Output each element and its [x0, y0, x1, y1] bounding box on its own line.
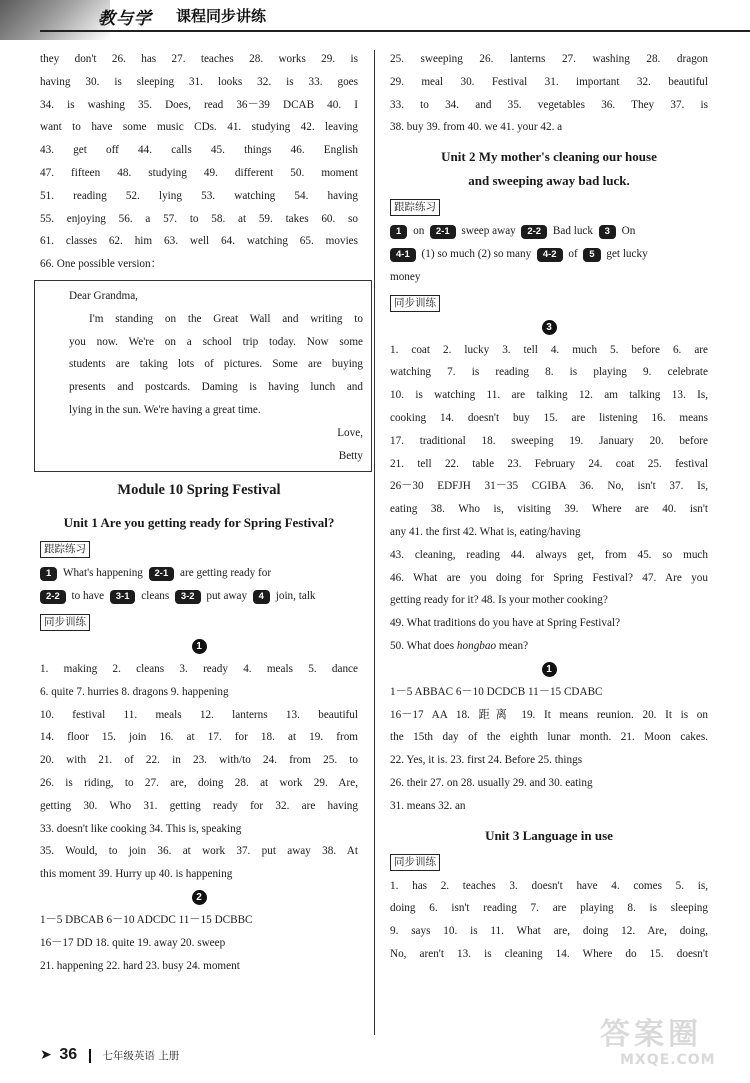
answer-line: they don't 26. has 27. teaches 28. works 29. is [40, 53, 358, 65]
right-column [390, 48, 708, 966]
letter-line: I'm standing on the Great Wall and writing to [89, 312, 363, 325]
answer-line: want to have some music CDs. 41. studying 42. leaving [40, 121, 358, 134]
answer-text: mean? [496, 639, 529, 652]
answer-line: 49. What traditions do you have at Spring Festival? [390, 617, 621, 630]
answer-line: 16－17 DD 18. quite 19. away 20. sweep [40, 936, 226, 949]
footer-separator [89, 1049, 91, 1063]
answer-line: any 41. the first 42. What is, eating/having [390, 525, 581, 538]
item-badge: 3-2 [175, 590, 201, 604]
item-badge: 4 [253, 590, 270, 604]
letter-line: you now. We're on a school trip today. Now some [69, 335, 363, 348]
item-badge: 1 [390, 225, 407, 239]
header-logo: 教与学 [98, 9, 152, 29]
answer-line: 10. festival 11. meals 12. lanterns 13. beautiful [40, 708, 358, 721]
track-line: money [390, 270, 421, 283]
track-answer: Bad luck [552, 225, 593, 238]
answer-line [390, 635, 708, 658]
tag-tracking-practice: 跟踪练习 [40, 541, 90, 558]
track-answer: sweep away [461, 225, 516, 238]
answer-line: 51. reading 52. lying 53. watching 54. having [40, 189, 358, 202]
answer-line: having 30. is sleeping 31. looks 32. is 33. goes [40, 75, 358, 88]
unit2-sync3-answers [390, 339, 708, 658]
unit3-title: Unit 3 Language in use [485, 827, 613, 843]
answer-line: 1. has 2. teaches 3. doesn't have 4. comes 5. is, [390, 879, 708, 892]
answer-line: 25. sweeping 26. lanterns 27. washing 28. dragon [390, 53, 708, 65]
answer-line: 1－5 ABBAC 6－10 DCDCB 11－15 CDABC [390, 685, 603, 698]
unit3-sync-answers [390, 875, 708, 966]
letter-signature: Betty [338, 449, 363, 462]
track-answer: of [568, 247, 578, 260]
item-badge: 2-1 [430, 225, 456, 239]
answer-line: 43. get off 44. calls 45. things 46. English [40, 144, 358, 157]
track-answer: What's happening [62, 567, 143, 580]
item-badge: 5 [583, 248, 600, 262]
item-badge: 3-1 [110, 590, 136, 604]
track-answer: (1) so much (2) so many [421, 247, 532, 260]
item-badge: 2-2 [40, 590, 66, 604]
unit2-sync4-answers [390, 681, 708, 818]
watermark-logo [600, 1018, 740, 1078]
track-answer: on [413, 225, 425, 238]
answer-line: 21. happening 22. hard 23. busy 24. moment [40, 959, 240, 972]
item-badge: 4-1 [390, 248, 416, 262]
page-number: 36 [59, 1046, 78, 1063]
unit1-sync2-answers [40, 909, 358, 977]
header-decoration [0, 0, 110, 40]
answer-line: 33. doesn't like cooking 34. This is, speaking [40, 822, 242, 835]
watermark-cn: 答案圈 [600, 1017, 702, 1052]
answer-line: 1. coat 2. lucky 3. tell 4. much 5. before 6. are [390, 343, 708, 356]
item-badge: 2-2 [521, 225, 547, 239]
unit1-sync1-answers [40, 658, 358, 886]
letter-closing: Love, [337, 426, 363, 439]
answer-line: 29. meal 30. Festival 31. important 32. beautiful [390, 75, 708, 88]
track-line [40, 562, 358, 585]
header-title: 课程同步讲练 [176, 7, 267, 25]
track-answer: get lucky [606, 247, 648, 260]
answer-line: 22. Yes, it is. 23. first 24. Before 25. things [390, 754, 583, 767]
track-answer: cleans [141, 590, 170, 603]
answer-line: cooking 14. doesn't buy 15. are listening 16. means [390, 411, 708, 424]
answer-line: 66. One possible version： [40, 258, 162, 271]
track-answer: to have [71, 590, 105, 603]
left-answer-block [40, 48, 358, 276]
answer-italic-word: hongbao [456, 639, 497, 652]
arrow-icon: ➤ [40, 1046, 52, 1062]
section-number-circle: 3 [542, 320, 557, 335]
item-badge: 3 [599, 225, 616, 239]
track-answer: join, talk [275, 590, 316, 603]
tag-sync-training: 同步训练 [40, 614, 90, 631]
answer-line: getting ready for it? 48. Is your mother cooking? [390, 594, 608, 607]
item-badge: 4-2 [537, 248, 563, 262]
track-line [390, 220, 708, 243]
answer-line: 16－17 AA 18. 距离 19. It means reunion. 20. It is on [390, 708, 708, 721]
watermark-url: MXQE.COM [620, 1052, 716, 1068]
answer-line: 10. is watching 11. are talking 12. am talking 13. Is, [390, 389, 708, 402]
answer-line: 26－30 EDFJH 31－35 CGIBA 36. No, isn't 37. Is, [390, 480, 708, 493]
page-footer [40, 1046, 179, 1064]
item-badge: 2-1 [149, 567, 175, 581]
answer-line: 26. their 27. on 28. usually 29. and 30. eating [390, 776, 593, 789]
answer-line: 26. is riding, to 27. are, doing 28. at work 29. Are, [40, 776, 358, 789]
answer-line: eating 38. Who is, visiting 39. Where are 40. isn't [390, 503, 708, 516]
answer-line: 21. tell 22. table 23. February 24. coat 25. festival [390, 457, 708, 470]
answer-line: 14. floor 15. join 16. at 17. for 18. at 19. from [40, 731, 358, 744]
item-badge: 1 [40, 567, 57, 581]
track-answer: put away [206, 590, 248, 603]
answer-line: 17. traditional 18. sweeping 19. January 20. before [390, 434, 708, 447]
answer-line: 43. cleaning, reading 44. always get, from 45. so much [390, 548, 708, 561]
letter-line: presents and postcards. Daming is having lunch and [69, 381, 363, 394]
tag-sync-training: 同步训练 [390, 295, 440, 312]
answer-line: 55. enjoying 56. a 57. to 58. at 59. takes 60. so [40, 212, 358, 225]
answer-line: this moment 39. Hurry up 40. is happening [40, 868, 233, 881]
section-number-circle: 1 [542, 662, 557, 677]
answer-line: 38. buy 39. from 40. we 41. your 42. a [390, 121, 563, 134]
answer-line: 1－5 DBCAB 6－10 ADCDC 11－15 DCBBC [40, 913, 253, 926]
header-rule [40, 30, 750, 32]
answer-line: 47. fifteen 48. studying 49. different 50. moment [40, 166, 358, 179]
track-line [40, 585, 358, 608]
answer-line: 9. says 10. is 11. What are, doing 12. Are, doing, [390, 925, 708, 938]
answer-line: No, aren't 13. is cleaning 14. Where do 15. doesn't [390, 947, 708, 960]
letter-line: students are taking lots of pictures. Some are buying [69, 358, 363, 371]
section-number-circle: 1 [192, 639, 207, 654]
module-title: Module 10 Spring Festival [117, 482, 281, 499]
sample-letter-box [34, 280, 372, 472]
track-answer: are getting ready for [180, 567, 272, 580]
book-name: 七年级英语 上册 [102, 1050, 180, 1063]
page-header [0, 0, 750, 40]
answer-text: 50. What does [390, 639, 457, 652]
answer-line: watching 7. is reading 8. is playing 9. celebrate [390, 366, 708, 379]
answer-line: 20. with 21. of 22. in 23. with/to 24. from 25. to [40, 754, 358, 767]
unit2-title-line2: and sweeping away bad luck. [468, 173, 630, 189]
track-answer: On [621, 225, 636, 238]
answer-line: 33. to 34. and 35. vegetables 36. They 37. is [390, 98, 708, 111]
tag-tracking-practice: 跟踪练习 [390, 199, 440, 216]
right-top-answers [390, 48, 708, 139]
answer-line: 31. means 32. an [390, 799, 466, 812]
answer-line: 35. Would, to join 36. at work 37. put away 38. At [40, 845, 358, 858]
letter-greeting: Dear Grandma, [69, 289, 138, 302]
column-divider [374, 50, 375, 1035]
answer-line: the 15th day of the eighth lunar month. 21. Moon cakes. [390, 731, 708, 744]
answer-line: 6. quite 7. hurries 8. dragons 9. happening [40, 685, 229, 698]
letter-line: lying in the sun. We're having a great time. [69, 403, 261, 416]
answer-line: 1. making 2. cleans 3. ready 4. meals 5. dance [40, 662, 358, 675]
unit1-title: Unit 1 Are you getting ready for Spring Festival? [63, 515, 335, 531]
answer-line: 34. is washing 35. Does, read 36－39 DCAB 40. I [40, 98, 358, 111]
answer-line: 46. What are you doing for Spring Festival? 47. Are you [390, 571, 708, 584]
track-line [390, 243, 708, 266]
answer-line: getting 30. Who 31. getting ready for 32. are having [40, 799, 358, 812]
answer-line: doing 6. isn't reading 7. are playing 8. is sleeping [390, 902, 708, 915]
tag-sync-training: 同步训练 [390, 854, 440, 871]
answer-line: 61. classes 62. him 63. well 64. watching 65. movies [40, 235, 358, 248]
left-column [40, 48, 363, 977]
unit2-title-line1: Unit 2 My mother's cleaning our house [441, 149, 657, 165]
section-number-circle: 2 [192, 890, 207, 905]
